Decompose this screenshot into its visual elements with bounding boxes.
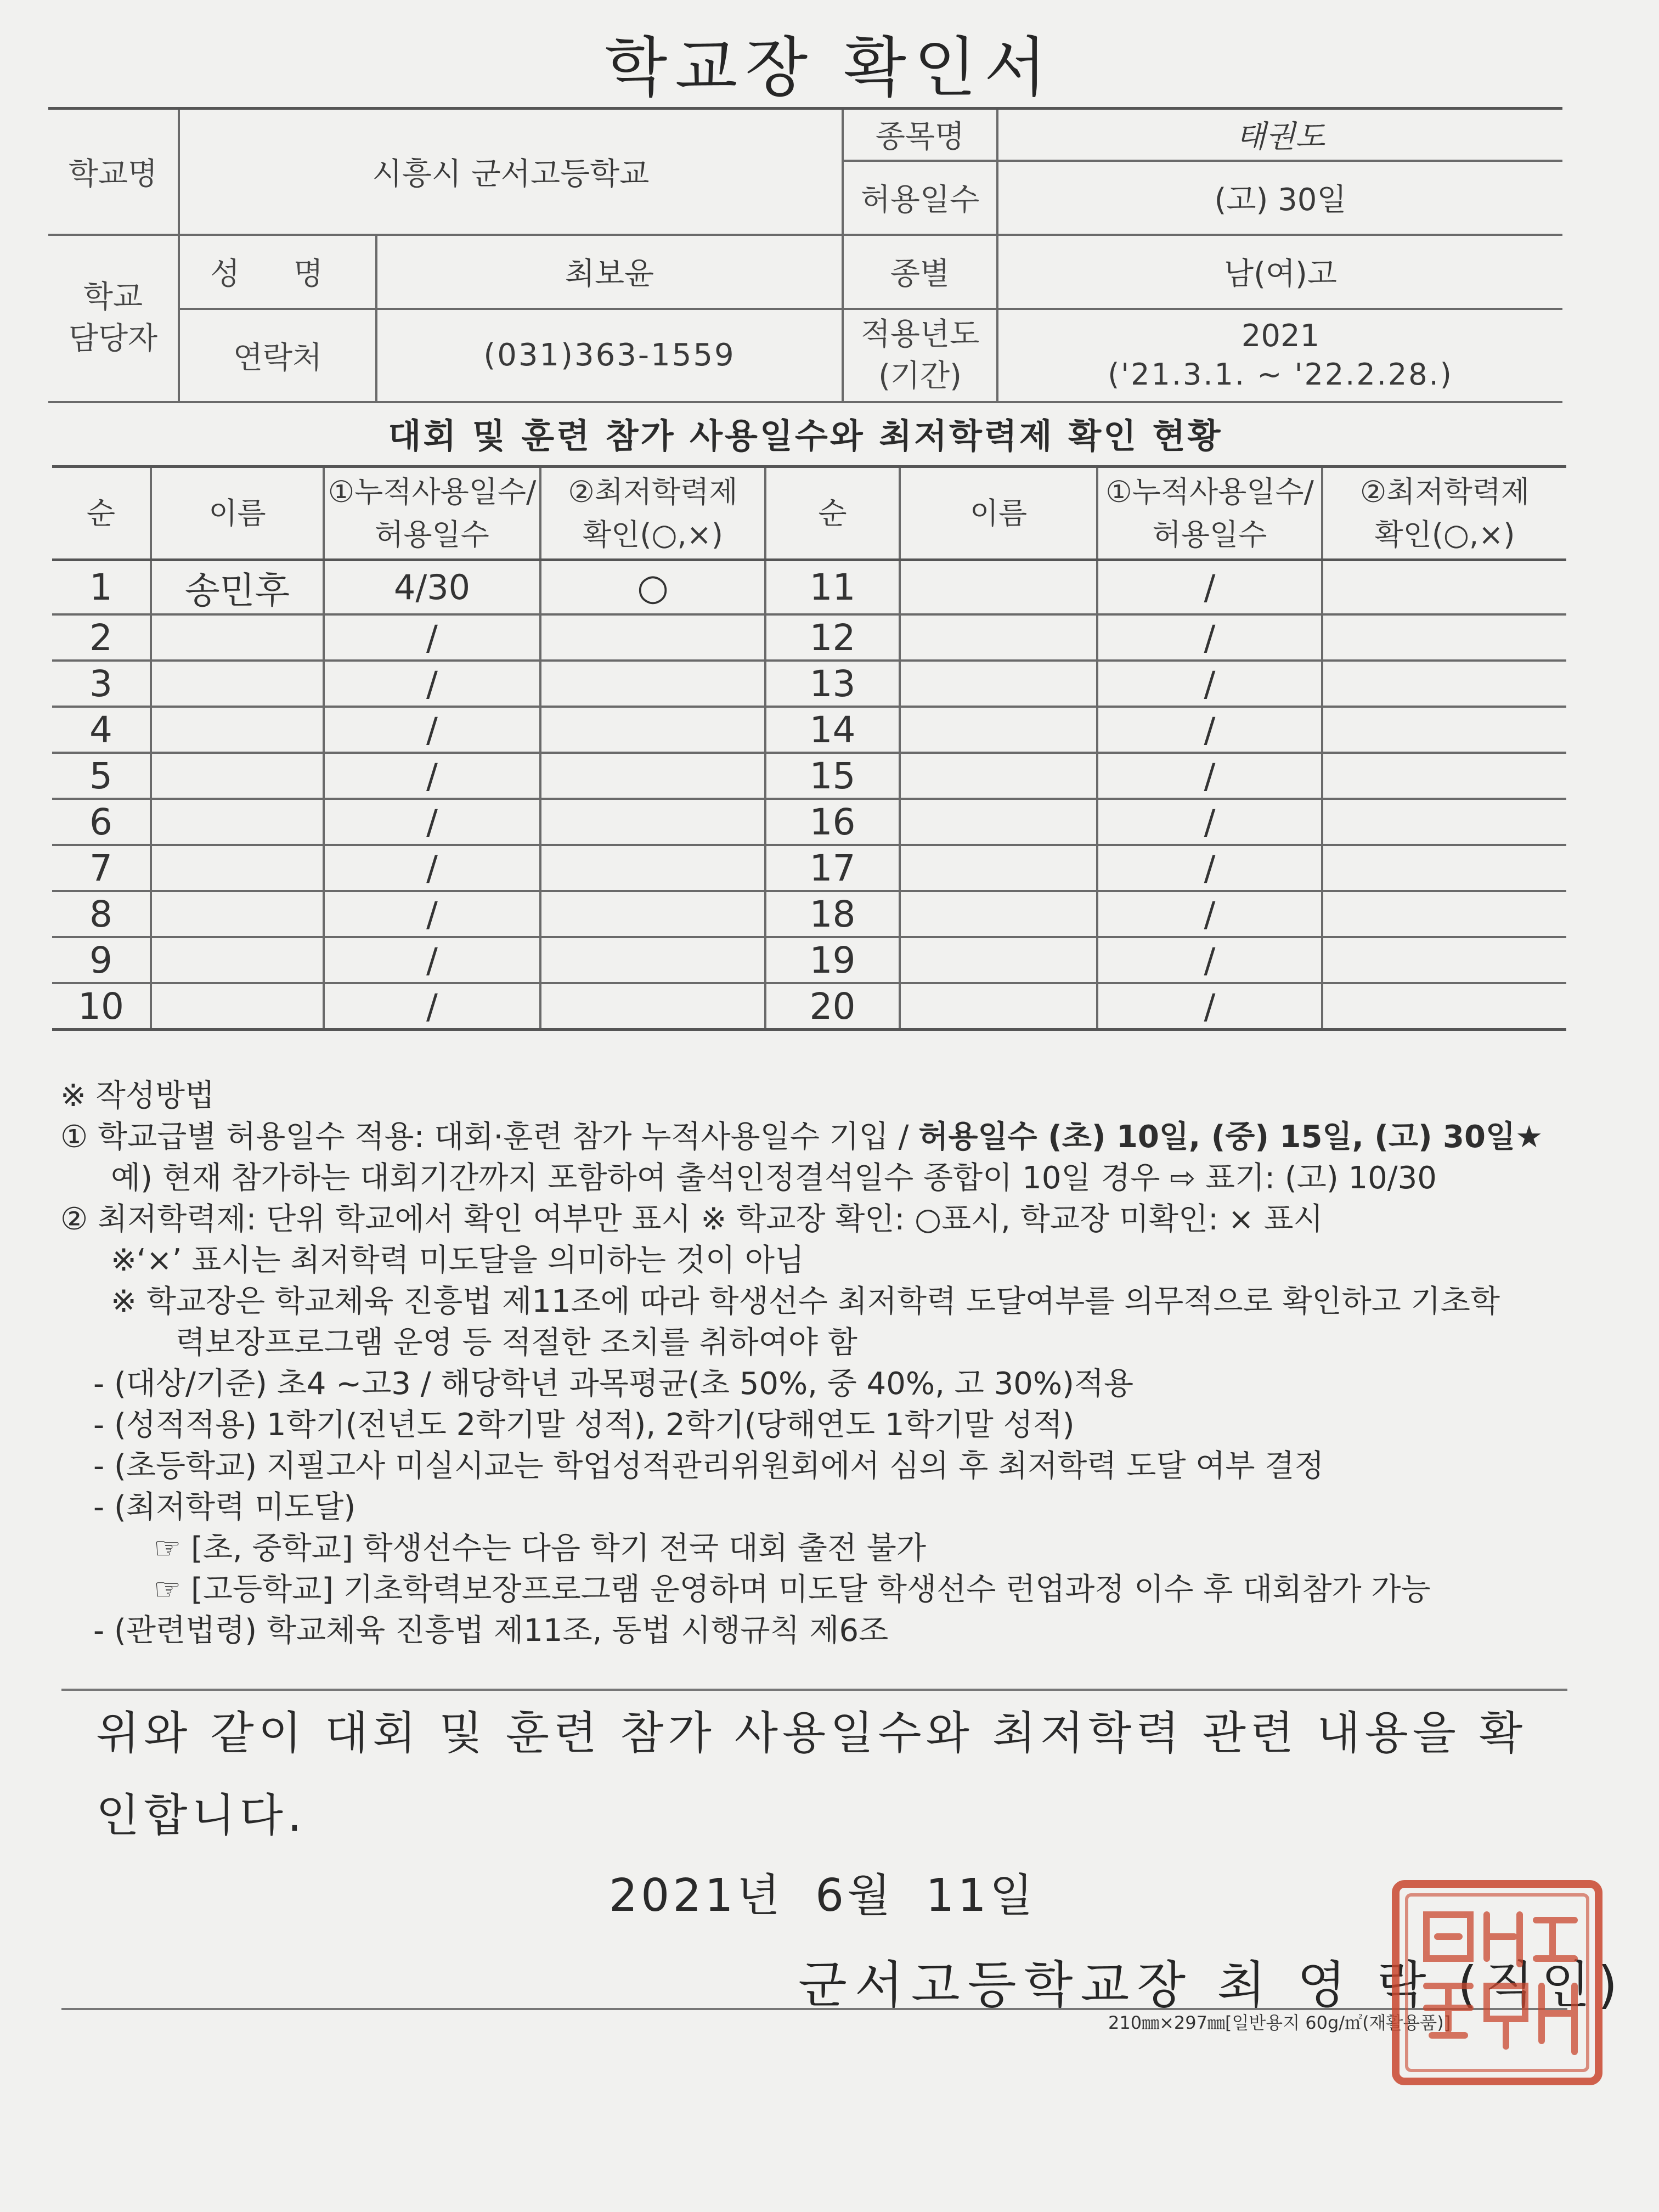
roster-header-row bbox=[52, 467, 1566, 560]
used-allowed-days: / bbox=[1097, 560, 1322, 615]
note-2-b-2: 력보장프로그램 운영 등 적절한 조치를 취하여야 함 bbox=[176, 1325, 857, 1361]
min-achievement-check bbox=[540, 937, 765, 983]
row-number: 5 bbox=[52, 753, 151, 799]
section-title: 대회 및 훈련 참가 사용일수와 최저학력제 확인 현황 bbox=[388, 416, 1223, 456]
athlete-name bbox=[900, 937, 1097, 983]
min-achievement-check bbox=[540, 661, 765, 707]
used-allowed-days: / bbox=[324, 753, 540, 799]
manager-name-label: 성 명 bbox=[179, 235, 376, 309]
athlete-name bbox=[900, 799, 1097, 845]
min-achievement-check bbox=[540, 614, 765, 661]
year-cell bbox=[997, 309, 1562, 402]
manager-name-value: 최보윤 bbox=[376, 235, 843, 309]
athlete-name bbox=[900, 983, 1097, 1030]
min-achievement-check bbox=[540, 707, 765, 753]
used-allowed-days: 4/30 bbox=[324, 560, 540, 615]
min-achievement-check bbox=[1322, 560, 1566, 615]
school-info-table bbox=[48, 107, 1562, 403]
participation-table bbox=[52, 465, 1566, 1031]
official-seal-stamp bbox=[1388, 1876, 1607, 2090]
roster-header-check-left: ②최저학력제 확인(○,×) bbox=[540, 467, 765, 560]
contact-value: (031)363-1559 bbox=[376, 309, 843, 402]
document-title: 학교장 확인서 bbox=[605, 30, 1054, 105]
used-allowed-days: / bbox=[324, 937, 540, 983]
used-allowed-days: / bbox=[1097, 707, 1322, 753]
row-number: 18 bbox=[765, 891, 900, 937]
table-row bbox=[52, 799, 1566, 845]
row-number: 3 bbox=[52, 661, 151, 707]
used-allowed-days: / bbox=[324, 983, 540, 1030]
athlete-name bbox=[900, 560, 1097, 615]
row-number: 4 bbox=[52, 707, 151, 753]
athlete-name bbox=[151, 845, 324, 891]
athlete-name: 송민후 bbox=[151, 560, 324, 615]
min-achievement-check bbox=[1322, 845, 1566, 891]
min-achievement-check bbox=[540, 799, 765, 845]
allowed-days-label: 허용일수 bbox=[843, 161, 997, 235]
row-number: 15 bbox=[765, 753, 900, 799]
min-achievement-check bbox=[1322, 707, 1566, 753]
athlete-name bbox=[151, 753, 324, 799]
athlete-name bbox=[151, 937, 324, 983]
row-number: 10 bbox=[52, 983, 151, 1030]
type-label: 종별 bbox=[843, 235, 997, 309]
athlete-name bbox=[151, 614, 324, 661]
roster-header-name-right: 이름 bbox=[900, 467, 1097, 560]
table-row bbox=[52, 560, 1566, 615]
sport-label: 종목명 bbox=[843, 109, 997, 161]
athlete-name bbox=[900, 891, 1097, 937]
detail-1: - (대상/기준) 초4 ~고3 / 해당학년 과목평균(초 50%, 중 40%, 고 30%)적용 bbox=[93, 1366, 1134, 1402]
athlete-name bbox=[151, 983, 324, 1030]
athlete-name bbox=[900, 661, 1097, 707]
issue-date: 2021년 6월 11일 bbox=[609, 1870, 1036, 1922]
roster-header-name-left: 이름 bbox=[151, 467, 324, 560]
used-allowed-days: / bbox=[324, 614, 540, 661]
table-row bbox=[52, 614, 1566, 661]
detail-4-a: ☞ [초, 중학교] 학생선수는 다음 학기 전국 대회 출전 불가 bbox=[154, 1531, 926, 1566]
detail-4-b: ☞ [고등학교] 기초학력보장프로그램 운영하며 미도달 학생선수 런업과정 이수 후 대회참가 가능 bbox=[154, 1572, 1431, 1607]
row-number: 14 bbox=[765, 707, 900, 753]
note-1-example: 예) 현재 참가하는 대회기간까지 포함하여 출석인정결석일수 종합이 10일 경우 ⇨ 표기: (고) 10/30 bbox=[111, 1160, 1437, 1196]
school-name-value: 시흥시 군서고등학교 bbox=[179, 109, 843, 235]
athlete-name bbox=[900, 753, 1097, 799]
table-row bbox=[52, 845, 1566, 891]
min-achievement-check bbox=[1322, 891, 1566, 937]
athlete-name bbox=[151, 707, 324, 753]
row-number: 13 bbox=[765, 661, 900, 707]
row-number: 9 bbox=[52, 937, 151, 983]
note-2-a: ※‘×’ 표시는 최저학력 미도달을 의미하는 것이 아님 bbox=[111, 1243, 805, 1278]
row-number: 12 bbox=[765, 614, 900, 661]
min-achievement-check bbox=[540, 845, 765, 891]
row-number: 7 bbox=[52, 845, 151, 891]
athlete-name bbox=[151, 799, 324, 845]
detail-3: - (초등학교) 지필고사 미실시교는 학업성적관리위원회에서 심의 후 최저학력 도달 여부 결정 bbox=[93, 1448, 1324, 1484]
used-allowed-days: / bbox=[1097, 983, 1322, 1030]
principal-signature-line: 군서고등학교장 최 영 락 (직인) bbox=[798, 1956, 1626, 2015]
year-period: ('21.3.1. ~ '22.2.28.) bbox=[1108, 357, 1453, 392]
manager-label: 학교 담당자 bbox=[48, 235, 179, 402]
year-value: 2021 bbox=[1241, 318, 1320, 354]
used-allowed-days: / bbox=[1097, 845, 1322, 891]
used-allowed-days: / bbox=[324, 891, 540, 937]
roster-header-check-right: ②최저학력제 확인(○,×) bbox=[1322, 467, 1566, 560]
table-row bbox=[52, 661, 1566, 707]
note-2: ② 최저학력제: 단위 학교에서 확인 여부만 표시 ※ 학교장 확인: ○표시, 학교장 미확인: × 표시 bbox=[60, 1201, 1323, 1237]
row-number: 6 bbox=[52, 799, 151, 845]
athlete-name bbox=[900, 614, 1097, 661]
table-row bbox=[52, 891, 1566, 937]
school-name-label: 학교명 bbox=[48, 109, 179, 235]
table-row bbox=[52, 753, 1566, 799]
detail-2: - (성적적용) 1학기(전년도 2학기말 성적), 2학기(당해연도 1학기말 성적) bbox=[93, 1407, 1075, 1443]
used-allowed-days: / bbox=[324, 661, 540, 707]
min-achievement-check bbox=[540, 891, 765, 937]
allowed-days-value: (고) 30일 bbox=[997, 161, 1562, 235]
sport-value: 태권도 bbox=[997, 109, 1562, 161]
row-number: 1 bbox=[52, 560, 151, 615]
table-row bbox=[52, 983, 1566, 1030]
used-allowed-days: / bbox=[1097, 614, 1322, 661]
row-number: 17 bbox=[765, 845, 900, 891]
note-1 bbox=[60, 1116, 1575, 1158]
type-value: 남(여)고 bbox=[997, 235, 1562, 309]
min-achievement-check bbox=[1322, 983, 1566, 1030]
notes-heading: ※ 작성방법 bbox=[60, 1078, 215, 1114]
used-allowed-days: / bbox=[1097, 891, 1322, 937]
row-number: 19 bbox=[765, 937, 900, 983]
writing-instructions bbox=[60, 1075, 1575, 1651]
athlete-name bbox=[151, 891, 324, 937]
contact-label: 연락처 bbox=[179, 309, 376, 402]
roster-header-no-left: 순 bbox=[52, 467, 151, 560]
paper-spec-footnote: 210㎜×297㎜[일반용지 60g/㎡(재활용품)] bbox=[1108, 2012, 1451, 2033]
row-number: 8 bbox=[52, 891, 151, 937]
min-achievement-check bbox=[1322, 799, 1566, 845]
row-number: 16 bbox=[765, 799, 900, 845]
used-allowed-days: / bbox=[1097, 937, 1322, 983]
athlete-name bbox=[900, 707, 1097, 753]
note-1-text: ① 학교급별 허용일수 적용: 대회·훈련 참가 누적사용일수 기입 / bbox=[60, 1119, 919, 1155]
row-number: 11 bbox=[765, 560, 900, 615]
min-achievement-check bbox=[540, 753, 765, 799]
table-row bbox=[52, 937, 1566, 983]
used-allowed-days: / bbox=[1097, 753, 1322, 799]
detail-5: - (관련법령) 학교체육 진흥법 제11조, 동법 시행규칙 제6조 bbox=[93, 1613, 889, 1649]
divider-top bbox=[61, 1689, 1567, 1691]
table-row bbox=[52, 707, 1566, 753]
min-achievement-check bbox=[1322, 937, 1566, 983]
min-achievement-check bbox=[1322, 661, 1566, 707]
row-number: 2 bbox=[52, 614, 151, 661]
note-2-b-1: ※ 학교장은 학교체육 진흥법 제11조에 따라 학생선수 최저학력 도달여부를 의무적으로 확인하고 기초학 bbox=[111, 1284, 1500, 1319]
row-number: 20 bbox=[765, 983, 900, 1030]
detail-4: - (최저학력 미도달) bbox=[93, 1489, 356, 1525]
used-allowed-days: / bbox=[324, 707, 540, 753]
year-label: 적용년도 (기간) bbox=[843, 309, 997, 402]
athlete-name bbox=[151, 661, 324, 707]
roster-header-days-left: ①누적사용일수/ 허용일수 bbox=[324, 467, 540, 560]
min-achievement-check bbox=[1322, 614, 1566, 661]
min-achievement-check: ○ bbox=[540, 560, 765, 615]
min-achievement-check bbox=[1322, 753, 1566, 799]
used-allowed-days: / bbox=[1097, 799, 1322, 845]
note-1-allowed-days: 허용일수 (초) 10일, (중) 15일, (고) 30일★ bbox=[918, 1119, 1543, 1155]
roster-header-days-right: ①누적사용일수/ 허용일수 bbox=[1097, 467, 1322, 560]
used-allowed-days: / bbox=[324, 845, 540, 891]
athlete-name bbox=[900, 845, 1097, 891]
used-allowed-days: / bbox=[324, 799, 540, 845]
used-allowed-days: / bbox=[1097, 661, 1322, 707]
min-achievement-check bbox=[540, 983, 765, 1030]
roster-header-no-right: 순 bbox=[765, 467, 900, 560]
confirmation-statement: 위와 같이 대회 및 훈련 참가 사용일수와 최저학력 관련 내용을 확인합니다. bbox=[96, 1707, 1527, 1842]
